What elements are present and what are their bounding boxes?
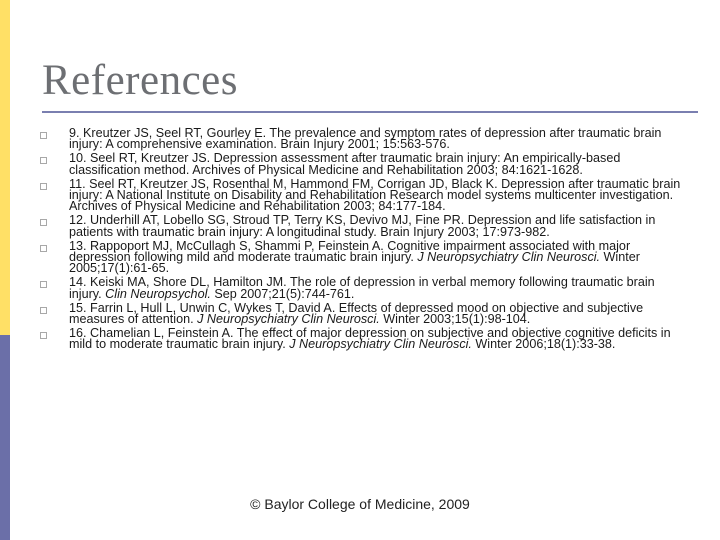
list-item <box>40 277 690 300</box>
list-item <box>40 328 690 351</box>
reference-citation: Sep 2007;21(5):744-761. <box>210 286 355 301</box>
title-divider <box>42 111 698 113</box>
reference-text: 13. Rappoport MJ, McCullagh S, Shammi P, Feinstein A. Cognitive impairment associated with major depression following mild and moderate traumatic brain injury. <box>69 238 631 265</box>
list-item <box>40 215 690 238</box>
journal-name: Clin Neuropsychol. <box>105 286 211 301</box>
reference-text: 12. Underhill AT, Lobello SG, Stroud TP, Terry KS, Devivo MJ, Fine PR. Depression and life satisfaction in patients with traumatic brain injury: A longitudinal study. Brain Injury 2003; 17:973-982. <box>69 213 656 239</box>
reference-text: 14. Keiski MA, Shore DL, Hamilton JM. The role of depression in verbal memory following traumatic brain injury. <box>69 275 655 301</box>
reference-citation: Winter 2006;18(1):33-38. <box>471 337 616 352</box>
reference-text: 11. Seel RT, Kreutzer JS, Rosenthal M, Hammond FM, Corrigan JD, Black K. Depression after traumatic brain injury: A National Institute on Disability and Rehabilitation Research model systems multicenter investigation. Archives of Physical Medicine and Rehabilitation 2003; 84:177-184. <box>69 176 681 214</box>
journal-name: J Neuropsychiatry Clin Neurosci. <box>197 312 380 327</box>
list-item <box>40 176 690 214</box>
list-item <box>40 153 690 176</box>
square-bullet-icon <box>40 219 47 226</box>
reference-text: 10. Seel RT, Kreutzer JS. Depression assessment after traumatic brain injury: An empirically-based classification method. Archives of Physical Medicine and Rehabilitation 2003; 84:1621-1628. <box>69 151 621 177</box>
reference-text: 15. Farrin L, Hull L, Unwin C, Wykes T, David A. Effects of depressed mood on objective and subjective measures of attention. <box>69 300 644 327</box>
square-bullet-icon <box>40 183 47 190</box>
square-bullet-icon <box>40 281 47 288</box>
journal-name: J Neuropsychiatry Clin Neurosci. <box>289 337 472 352</box>
list-item <box>40 128 690 151</box>
accent-bar-top <box>0 0 10 335</box>
reference-citation: Winter 2003;15(1):98-104. <box>379 312 531 327</box>
page-title: References <box>42 57 238 104</box>
reference-citation: Winter 2005;17(1):61-65. <box>69 250 640 276</box>
reference-list <box>40 128 690 353</box>
square-bullet-icon <box>40 332 47 339</box>
reference-text: 9. Kreutzer JS, Seel RT, Gourley E. The prevalence and symptom rates of depression after traumatic brain injury: A comprehensive examination. Brain Injury 2001; 15:563-576. <box>69 126 662 152</box>
square-bullet-icon <box>40 307 47 314</box>
reference-text: 16. Chamelian L, Feinstein A. The effect of major depression on subjective and objective cognitive deficits in mild to moderate traumatic brain injury. <box>69 326 671 352</box>
list-item <box>40 300 690 327</box>
square-bullet-icon <box>40 157 47 164</box>
square-bullet-icon <box>40 245 47 252</box>
copyright-footer: © Baylor College of Medicine, 2009 <box>250 496 470 512</box>
journal-name: J Neuropsychiatry Clin Neurosci. <box>417 250 601 265</box>
square-bullet-icon <box>40 132 47 139</box>
list-item <box>40 238 690 276</box>
